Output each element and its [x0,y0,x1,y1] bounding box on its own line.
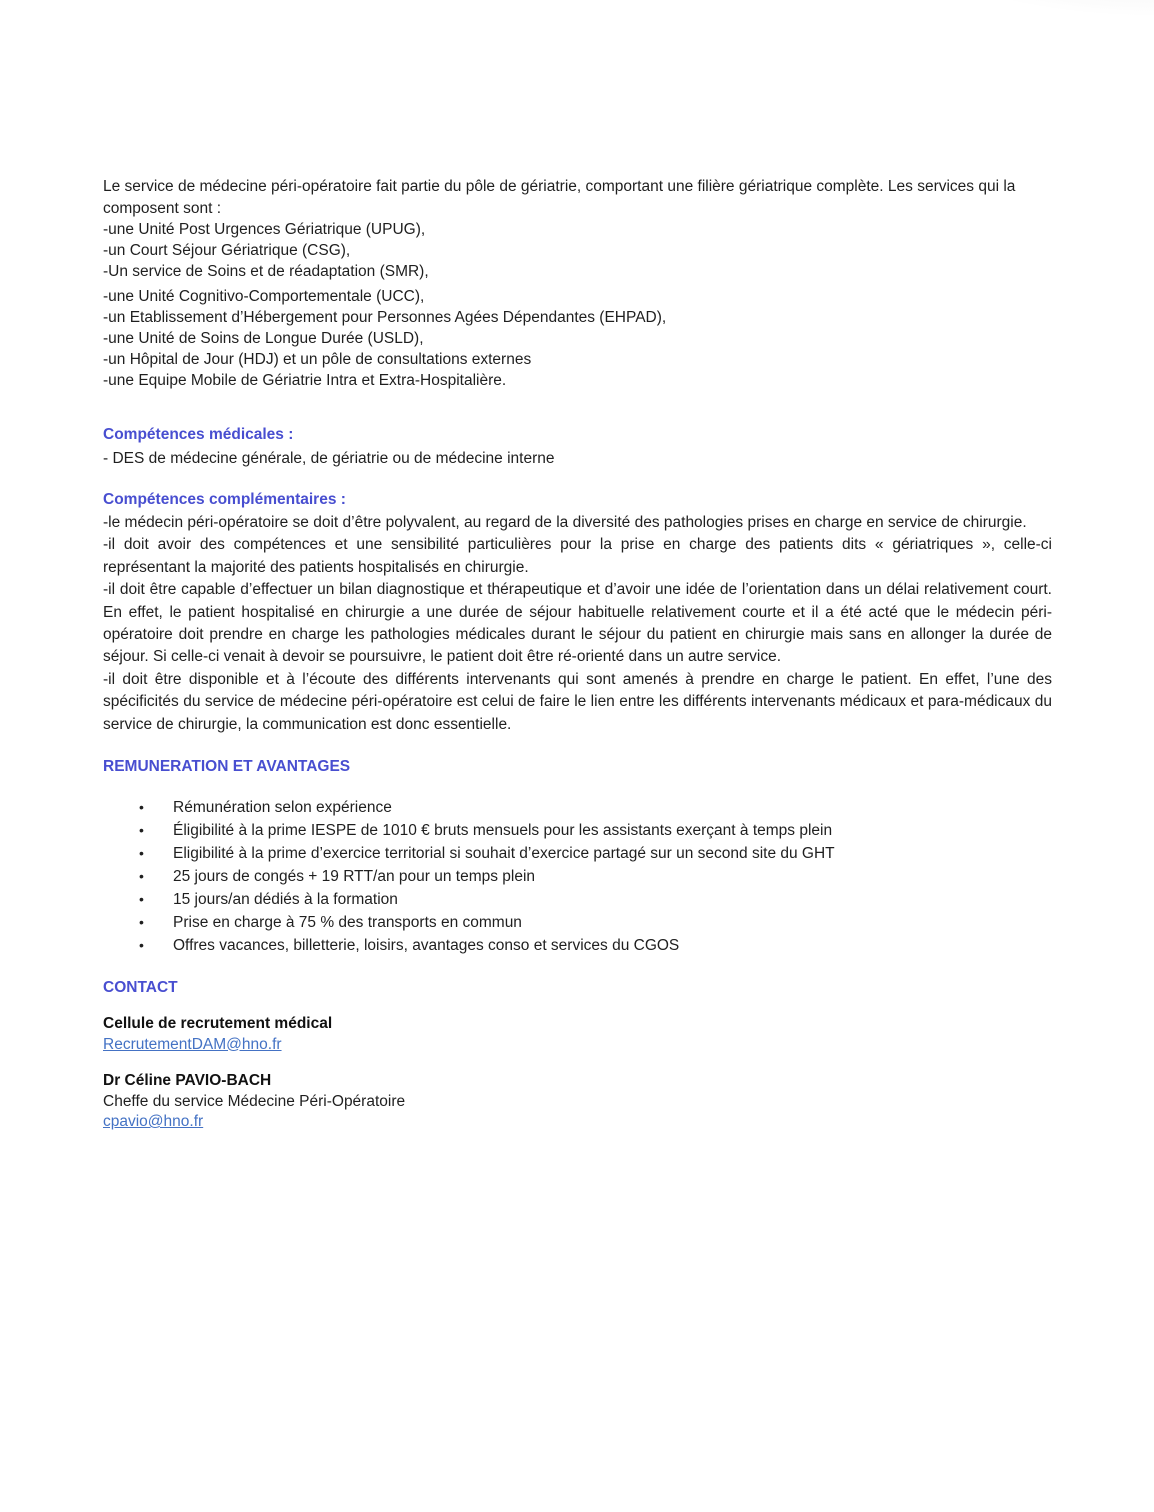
benefit-item [103,843,1052,864]
benefit-item [103,820,1052,841]
intro-lead: Le service de médecine péri-opératoire fait partie du pôle de gériatrie, comportant une filière gériatrique complète. Les services qui la composent sont : [103,178,1016,217]
bullet-icon: • [139,914,144,931]
bullet-icon: • [139,937,144,954]
benefit-item [103,866,1052,887]
service-line: -un Etablissement d’Hébergement pour Personnes Agées Dépendantes (EHPAD), [103,309,667,326]
bullet-icon: • [139,799,144,816]
medical-skills-section [103,424,1052,469]
recruitment-contact-block [103,1014,1052,1055]
services-list [103,219,1052,391]
benefit-item [103,889,1052,910]
skills-paragraph: -le médecin péri-opératoire se doit d’être polyvalent, au regard de la diversité des pathologies prises en charge en service de chirurgie. [103,514,1027,531]
benefit-text: 25 jours de congés + 19 RTT/an pour un temps plein [173,868,536,886]
benefit-text: Offres vacances, billetterie, loisirs, avantages conso et services du CGOS [173,937,680,955]
remuneration-heading: REMUNERATION ET AVANTAGES [103,758,351,776]
benefit-item [103,935,1052,956]
service-line: -une Unité de Soins de Longue Durée (USLD), [103,330,424,347]
service-line: -une Unité Post Urgences Gériatrique (UPUG), [103,221,426,238]
doctor-contact-block [103,1071,1052,1133]
service-line: -Un service de Soins et de réadaptation (SMR), [103,263,429,280]
doctor-email-link[interactable]: cpavio@hno.fr [103,1113,204,1131]
complementary-skills-heading: Compétences complémentaires : [103,491,346,508]
contact-section [103,977,1052,1133]
benefit-text: Prise en charge à 75 % des transports en commun [173,914,522,932]
benefit-item [103,797,1052,818]
benefit-text: Éligibilité à la prime IESPE de 1010 € bruts mensuels pour les assistants exerçant à temps plein [173,822,833,840]
medical-skills-heading: Compétences médicales : [103,426,294,443]
remuneration-section [103,756,1052,956]
doctor-name: Dr Céline PAVIO-BACH [103,1072,272,1090]
bullet-icon: • [139,822,144,839]
bullet-icon: • [139,845,144,862]
complementary-skills-section [103,489,1052,736]
bullet-icon: • [139,891,144,908]
complementary-skills-paragraphs [103,512,1052,736]
benefit-text: Eligibilité à la prime d’exercice territorial si souhait d’exercice partagé sur un second site du GHT [173,845,835,863]
bullet-icon: • [139,868,144,885]
recruitment-unit-name: Cellule de recrutement médical [103,1015,333,1033]
doctor-title: Cheffe du service Médecine Péri-Opératoire [103,1092,406,1110]
contact-heading: CONTACT [103,979,178,997]
service-line: -une Unité Cognitivo-Comportementale (UCC), [103,288,425,305]
skills-paragraph: -il doit avoir des compétences et une sensibilité particulières pour la prise en charge des patients dits « gériatriques », celle-ci représentant la majorité des patients hospitalisés en chirurgie. [103,536,1052,576]
service-line: -une Equipe Mobile de Gériatrie Intra et Extra-Hospitalière. [103,372,507,389]
benefits-list [103,797,1052,956]
benefit-text: Rémunération selon expérience [173,799,392,817]
skills-paragraph: -il doit être disponible et à l’écoute des différents intervenants qui sont amenés à prendre en charge le patient. En effet, l’une des spécificités du service de médecine péri-opératoire est celui de faire le lien entre les différents intervenants médicaux et para-médicaux du service de chirurgie, la communication est donc essentielle. [103,670,1052,733]
service-line: -un Court Séjour Gériatrique (CSG), [103,242,351,259]
recruitment-email-link[interactable]: RecrutementDAM@hno.fr [103,1035,282,1053]
skills-paragraph: -il doit être capable d’effectuer un bilan diagnostique et thérapeutique et d’avoir une idée de l’orientation dans un délai relativement court. En effet, le patient hospitalisé en chirurgie a une durée de séjour habituelle relativement courte et il a été acté que le médecin péri-opératoire doit prendre en charge les pathologies médicales durant le séjour du patient en chirurgie mais sans en allonger la durée de séjour. Si celle-ci venait à devoir se poursuivre, le patient doit être ré-orienté dans un autre service. [103,581,1052,666]
service-line: -un Hôpital de Jour (HDJ) et un pôle de consultations externes [103,351,532,368]
intro-section [103,176,1052,391]
medical-skills-item: - DES de médecine générale, de gériatrie ou de médecine interne [103,450,555,467]
benefit-item [103,912,1052,933]
benefit-text: 15 jours/an dédiés à la formation [173,891,398,909]
